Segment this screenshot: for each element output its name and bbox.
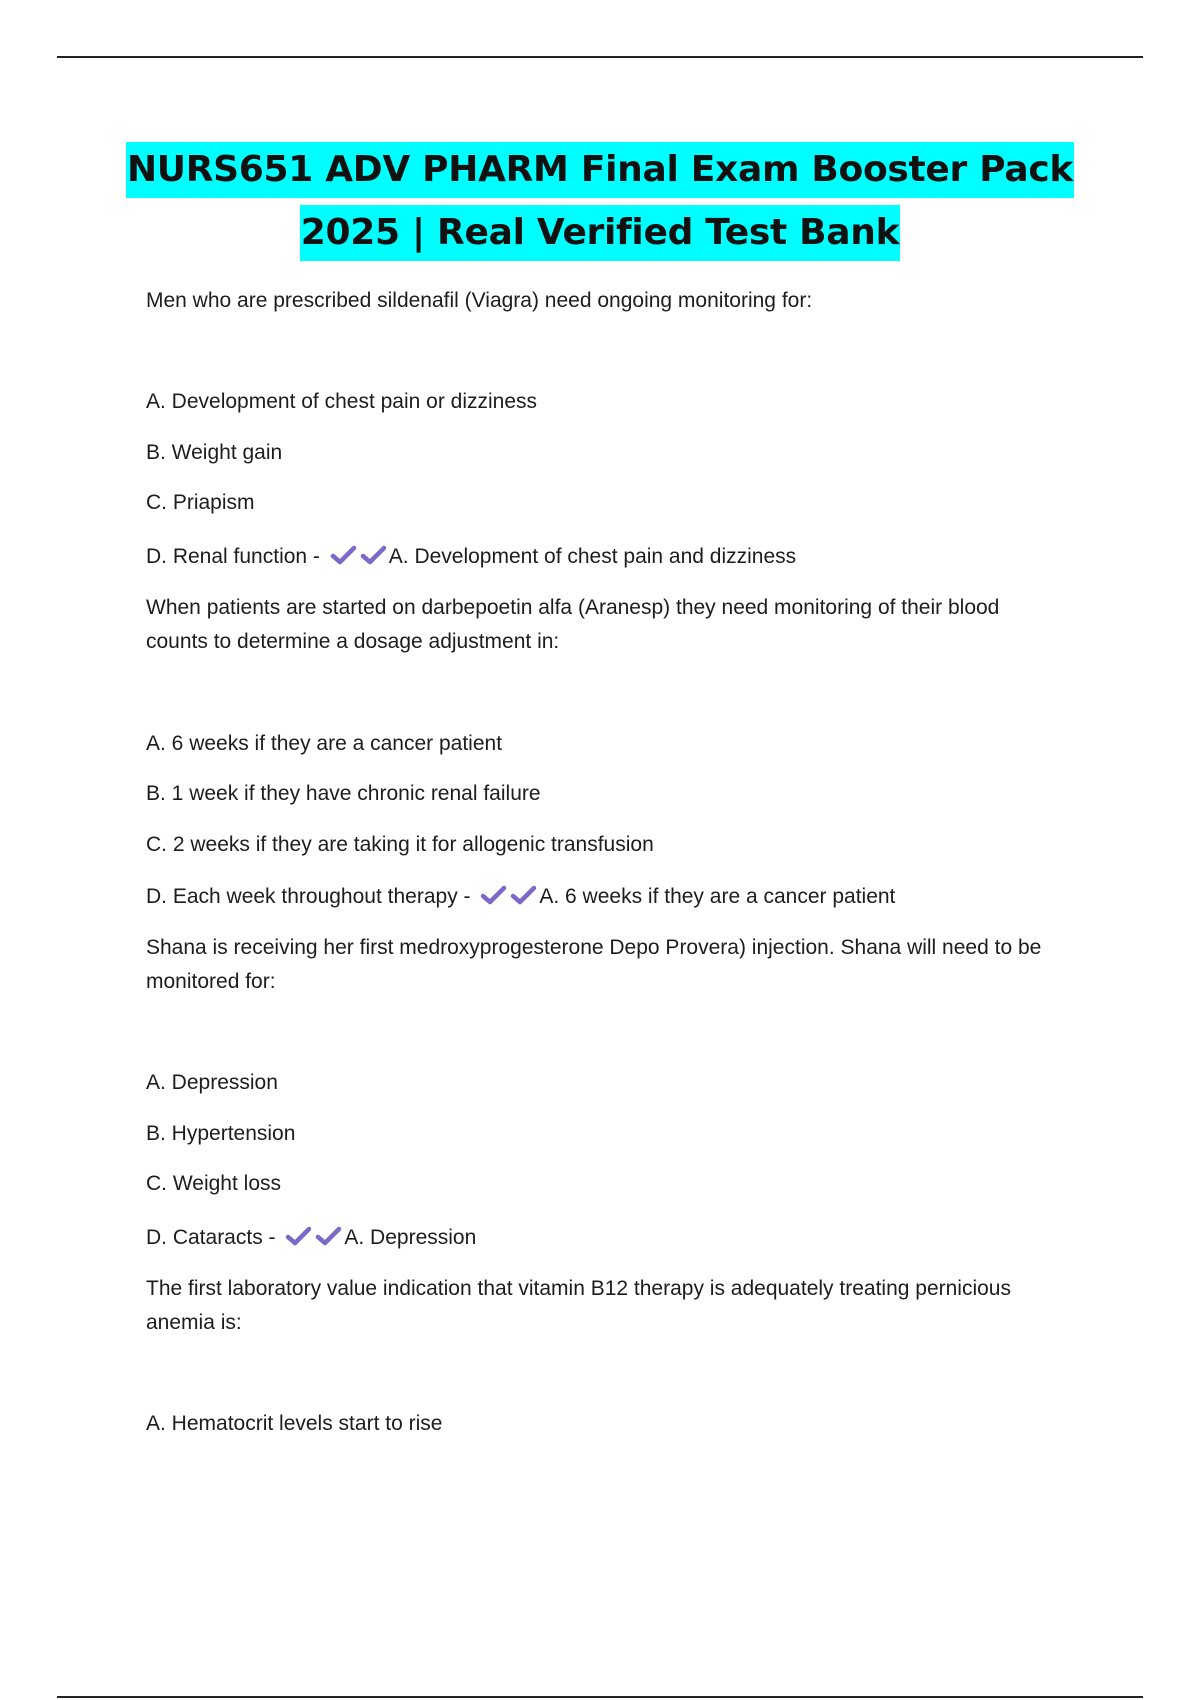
question-stem: Men who are prescribed sildenafil (Viagra) need ongoing monitoring for: xyxy=(146,289,813,312)
top-rule xyxy=(57,56,1143,58)
checkmark-icon xyxy=(330,544,357,566)
document-title xyxy=(0,142,1200,261)
answer-option-with-key xyxy=(146,880,895,914)
answer-option: D. Each week throughout therapy - xyxy=(146,885,471,908)
checkmark-icon xyxy=(480,884,507,906)
checkmark-icon xyxy=(360,544,387,566)
checkmark-icon xyxy=(315,1225,342,1247)
bottom-rule xyxy=(57,1696,1143,1698)
checkmark-icon xyxy=(285,1225,312,1247)
question-stem: The first laboratory value indication that vitamin B12 therapy is adequately treating pernicious xyxy=(146,1277,1011,1300)
correct-answer: A. Development of chest pain and dizziness xyxy=(388,545,797,568)
question-stem: Shana is receiving her first medroxyprogesterone Depo Provera) injection. Shana will need to be xyxy=(146,936,1042,959)
question-stem: counts to determine a dosage adjustment in: xyxy=(146,630,560,653)
answer-option: D. Renal function - xyxy=(146,545,320,568)
answer-option: C. Weight loss xyxy=(146,1172,281,1195)
answer-option-with-key xyxy=(146,540,796,574)
answer-option: B. 1 week if they have chronic renal failure xyxy=(146,782,541,805)
answer-option: B. Weight gain xyxy=(146,441,283,464)
correct-answer: A. Depression xyxy=(344,1226,477,1249)
answer-option: C. 2 weeks if they are taking it for allogenic transfusion xyxy=(146,833,654,856)
answer-option: A. Depression xyxy=(146,1071,278,1094)
title-line-1: NURS651 ADV PHARM Final Exam Booster Pack xyxy=(126,142,1074,198)
correct-answer: A. 6 weeks if they are a cancer patient xyxy=(539,885,896,908)
question-stem: anemia is: xyxy=(146,1311,242,1334)
title-line-2: 2025 | Real Verified Test Bank xyxy=(300,205,901,261)
answer-option: A. Hematocrit levels start to rise xyxy=(146,1412,443,1435)
checkmark-icon xyxy=(510,884,537,906)
question-stem: When patients are started on darbepoetin alfa (Aranesp) they need monitoring of their blood xyxy=(146,596,1000,619)
answer-option-with-key xyxy=(146,1221,476,1255)
answer-option: C. Priapism xyxy=(146,491,255,514)
answer-option: D. Cataracts - xyxy=(146,1226,276,1249)
answer-option: A. 6 weeks if they are a cancer patient xyxy=(146,732,503,755)
answer-option: B. Hypertension xyxy=(146,1122,296,1145)
question-stem: monitored for: xyxy=(146,970,276,993)
answer-option: A. Development of chest pain or dizziness xyxy=(146,390,538,413)
